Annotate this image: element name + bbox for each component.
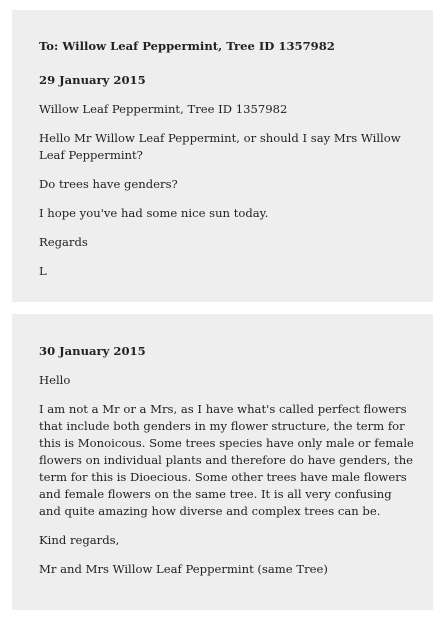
reply-greeting: Hello — [39, 373, 71, 387]
letter-signature: L — [39, 264, 47, 278]
letter-card — [12, 10, 433, 302]
letter-question: Do trees have genders? — [39, 177, 178, 191]
letter-to-line: To: Willow Leaf Peppermint, Tree ID 1357982 — [39, 39, 335, 53]
reply-signature: Mr and Mrs Willow Leaf Peppermint (same Tree) — [39, 562, 328, 576]
letter-greeting: Hello Mr Willow Leaf Peppermint, or should I say Mrs Willow Leaf Peppermint? — [39, 131, 401, 162]
letter-date: 29 January 2015 — [39, 73, 146, 87]
reply-closing: Kind regards, — [39, 533, 120, 547]
letter-wish: I hope you've had some nice sun today. — [39, 206, 269, 220]
letter-recipient: Willow Leaf Peppermint, Tree ID 1357982 — [39, 102, 288, 116]
reply-card — [12, 314, 433, 610]
reply-date: 30 January 2015 — [39, 344, 146, 358]
letter-closing: Regards — [39, 235, 88, 249]
reply-body: I am not a Mr or a Mrs, as I have what's called perfect flowers that include both genders in my flower structure, the term for this is Monoicous. Some trees species have only male or female flowers on individual plants and therefore do have genders, the term for this is Dioecious. Some other trees have male flowers and female flowers on the same tree. It is all very confusing and quite amazing how diverse and complex trees can be. — [39, 402, 414, 518]
